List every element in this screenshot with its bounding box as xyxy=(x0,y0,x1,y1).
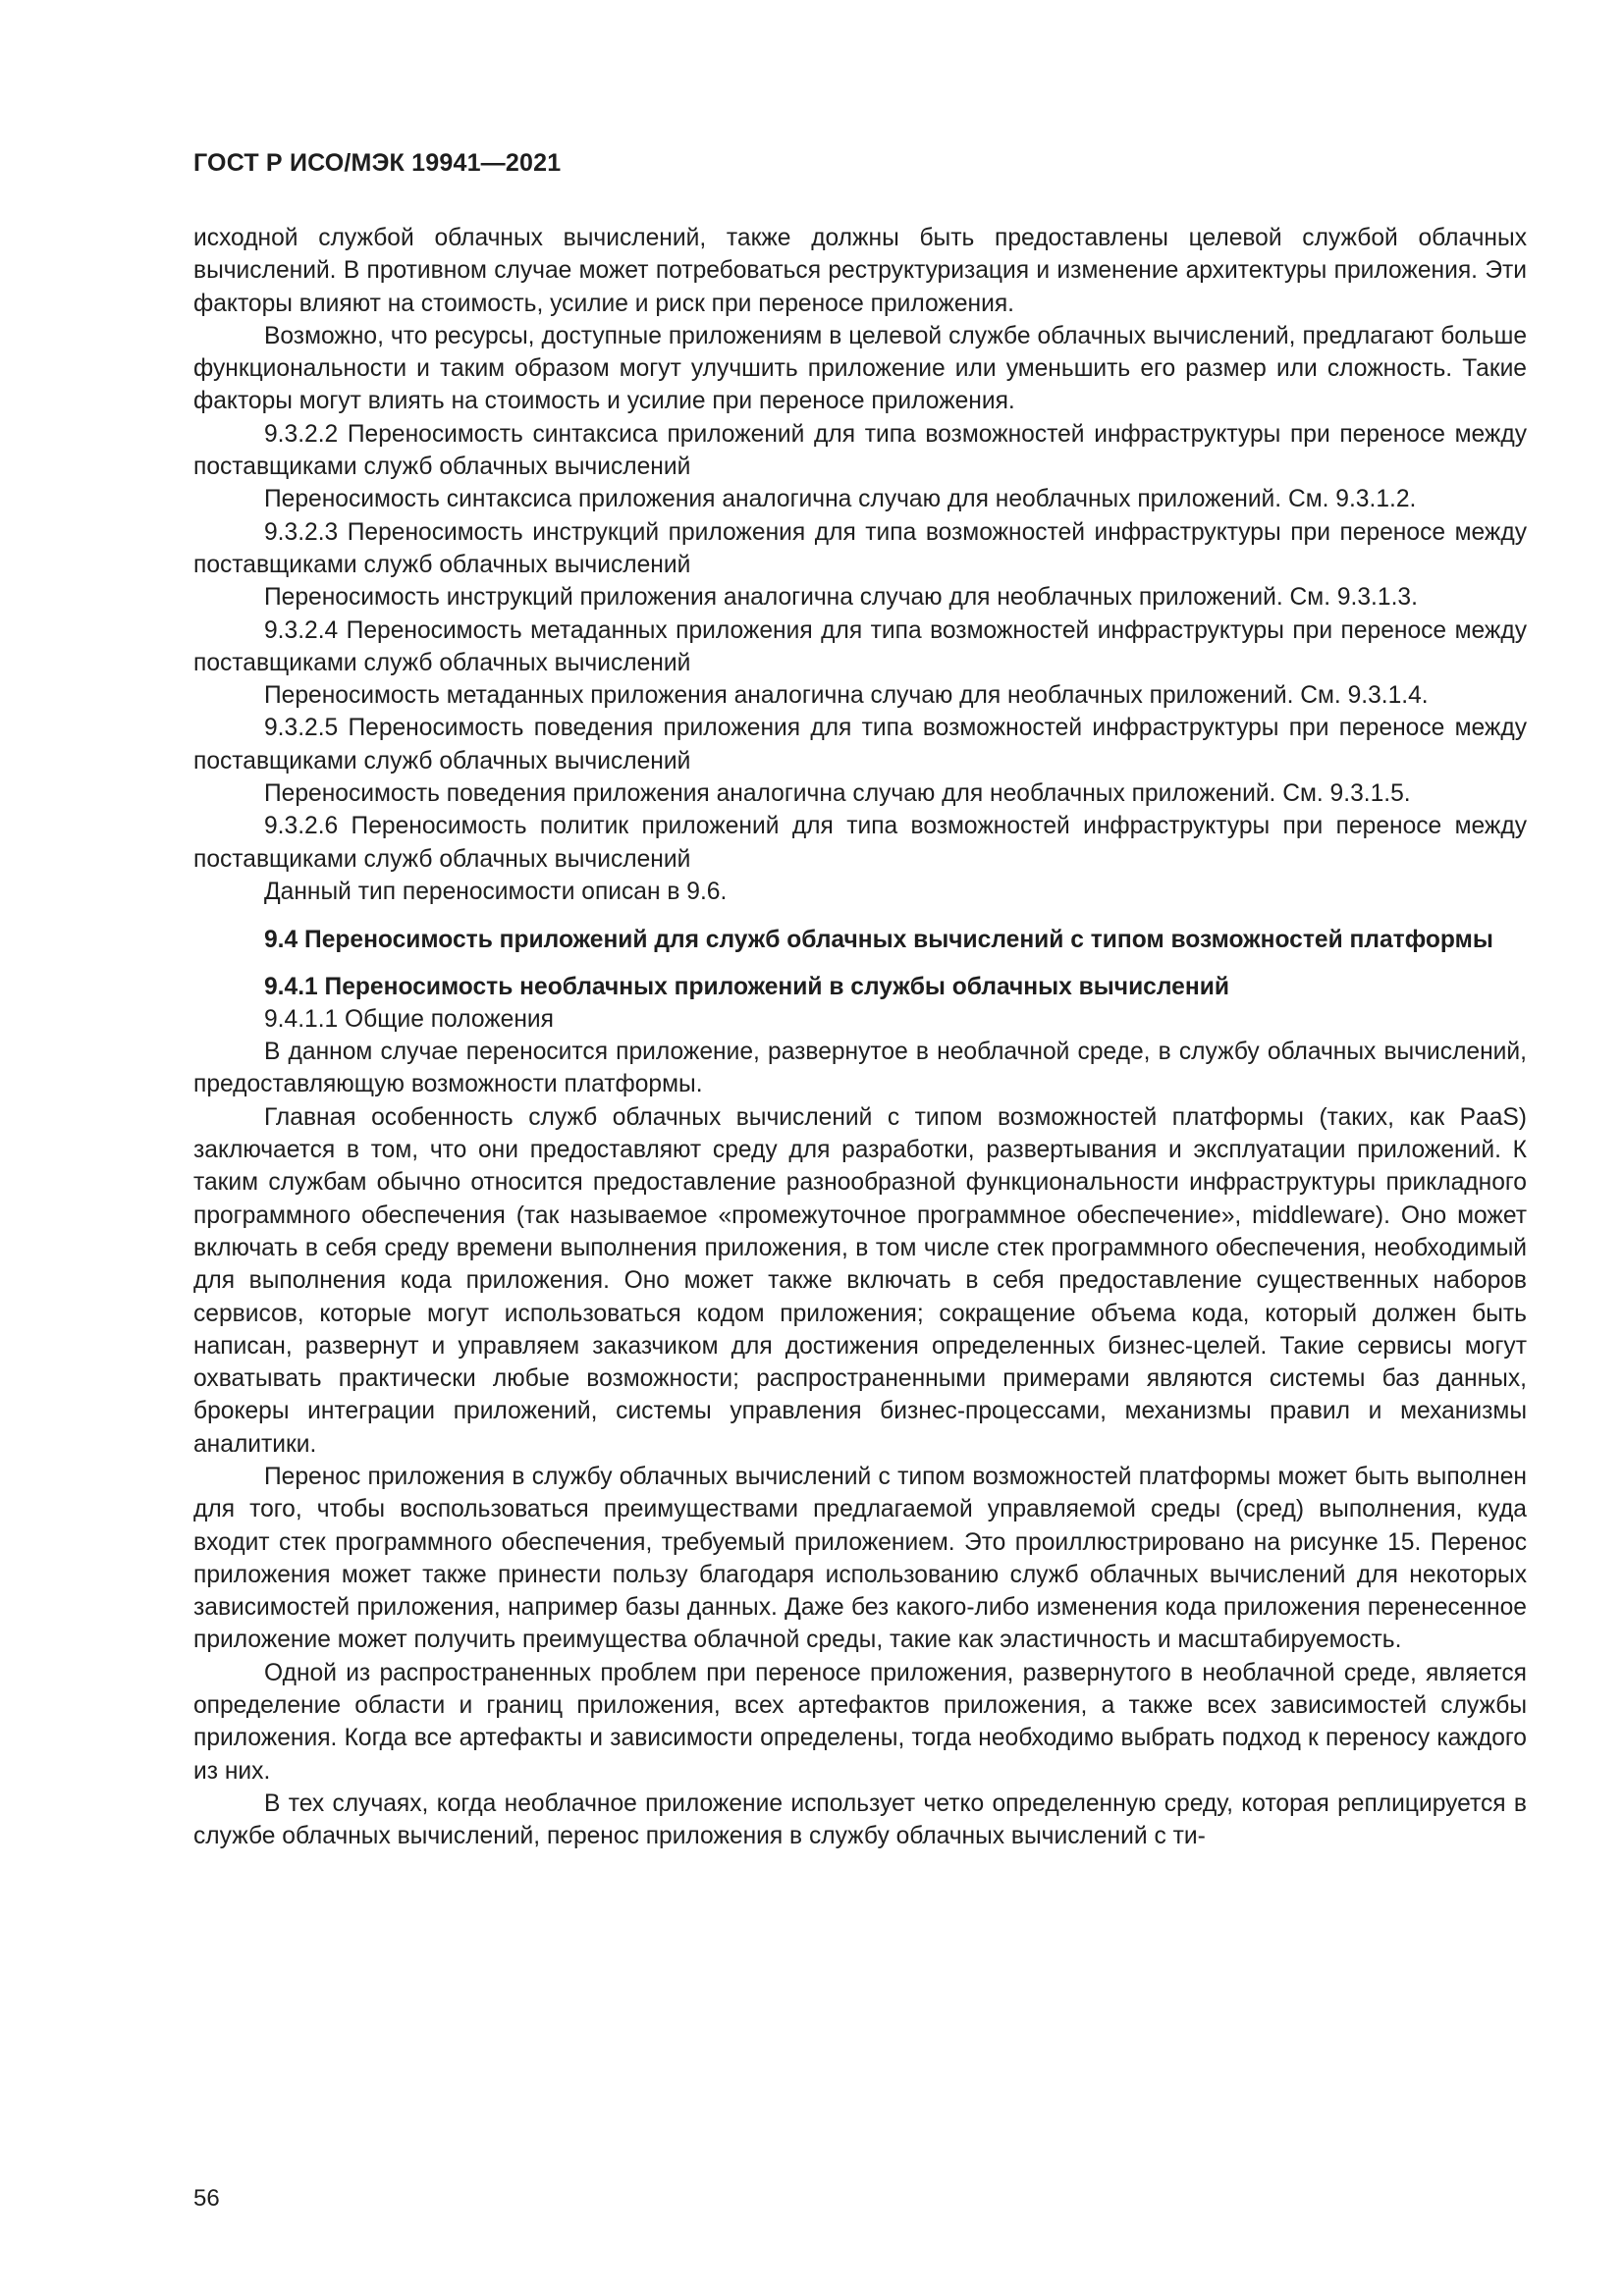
section-heading: 9.4.1 Переносимость необлачных приложений в службы облачных вычислений xyxy=(264,973,1229,1000)
paragraph: В данном случае переносится приложение, развернутое в необлачной среде, в службу облачных вычислений, предоставляющую возможности платформы. xyxy=(193,1039,1527,1098)
paragraph: Переносимость поведения приложения аналогична случаю для необлачных приложений. См. 9.3.1.5. xyxy=(264,780,1411,808)
paragraph: Переносимость инструкций приложения аналогична случаю для необлачных приложений. См. 9.3.1.3. xyxy=(264,584,1418,612)
page-number: 56 xyxy=(193,2185,220,2212)
section-heading: 9.4 Переносимость приложений для служб облачных вычислений с типом возможностей платформы xyxy=(264,927,1493,954)
paragraph: 9.3.2.2 Переносимость синтаксиса приложений для типа возможностей инфраструктуры при переносе между поставщиками служб облачных вычислений xyxy=(193,420,1527,481)
paragraph: Данный тип переносимости описан в 9.6. xyxy=(264,878,728,905)
paragraph: 9.3.2.5 Переносимость поведения приложения для типа возможностей инфраструктуры при переносе между поставщиками служб облачных вычислений xyxy=(193,715,1527,774)
paragraph: Главная особенность служб облачных вычислений с типом возможностей платформы (таких, как PaaS) заключается в том, что они предоставляют среду для разработки, развертывания и эксплуатации приложений. К таким службам обычно относится предоставление разнообразной функциональности инфраструктуры прикладного программного обеспечения (так называемое «промежуточное программное обеспечение», middleware). Оно может включать в себя среду времени выполнения приложения, в том числе стек программного обеспечения, необходимый для выполнения кода приложения. Оно может также включать в себя предоставление существенных наборов сервисов, которые могут использоваться кодом приложения; сокращение объема кода, который должен быть написан, развернут и управляем заказчиком для достижения определенных бизнес-целей. Такие сервисы могут охватывать практически любые возможности; распространенными примерами являются системы баз данных, брокеры интеграции приложений, системы управления бизнес-процессами, механизмы правил и механизмы аналитики. xyxy=(193,1103,1527,1458)
paragraph: 9.4.1.1 Общие положения xyxy=(264,1005,554,1033)
paragraph: 9.3.2.3 Переносимость инструкций приложения для типа возможностей инфраструктуры при переносе между поставщиками служб облачных вычислений xyxy=(193,518,1527,578)
paragraph: Переносимость метаданных приложения аналогична случаю для необлачных приложений. См. 9.3.1.4. xyxy=(264,682,1429,710)
paragraph: Перенос приложения в службу облачных вычислений с типом возможностей платформы может быть выполнен для того, чтобы воспользоваться преимуществами предлагаемой управляемой среды (сред) выполнения, куда входит стек программного обеспечения, требуемый приложением. Это проиллюстрировано на рисунке 15. Перенос приложения может также принести пользу благодаря использованию служб облачных вычислений для некоторых зависимостей приложения, например базы данных. Даже без какого-либо изменения кода приложения перенесенное приложение может получить преимущества облачной среды, такие как эластичность и масштабируемость. xyxy=(193,1463,1527,1654)
paragraph: В тех случаях, когда необлачное приложение использует четко определенную среду, которая реплицируется в службе облачных вычислений, перенос приложения в службу облачных вычислений с ти- xyxy=(193,1789,1527,1850)
paragraph: Возможно, что ресурсы, доступные приложениям в целевой службе облачных вычислений, предлагают больше функциональности и таким образом могут улучшить приложение или уменьшить его размер или сложность. Такие факторы могут влиять на стоимость и усилие при переносе приложения. xyxy=(193,322,1527,415)
page-header: ГОСТ Р ИСО/МЭК 19941—2021 xyxy=(193,149,562,177)
paragraph: 9.3.2.4 Переносимость метаданных приложения для типа возможностей инфраструктуры при переносе между поставщиками служб облачных вычислений xyxy=(193,616,1527,676)
document-body xyxy=(193,222,1527,1853)
paragraph: Переносимость синтаксиса приложения аналогична случаю для необлачных приложений. См. 9.3.1.2. xyxy=(264,486,1417,513)
paragraph: Одной из распространенных проблем при переносе приложения, развернутого в необлачной среде, является определение области и границ приложения, всех артефактов приложения, а также всех зависимостей службы приложения. Когда все артефакты и зависимости определены, тогда необходимо выбрать подход к переносу каждого из них. xyxy=(193,1659,1527,1785)
paragraph: 9.3.2.6 Переносимость политик приложений для типа возможностей инфраструктуры при переносе между поставщиками служб облачных вычислений xyxy=(193,813,1527,873)
paragraph: исходной службой облачных вычислений, также должны быть предоставлены целевой службой облачных вычислений. В противном случае может потребоваться реструктуризация и изменение архитектуры приложения. Эти факторы влияют на стоимость, усилие и риск при переносе приложения. xyxy=(193,225,1527,317)
